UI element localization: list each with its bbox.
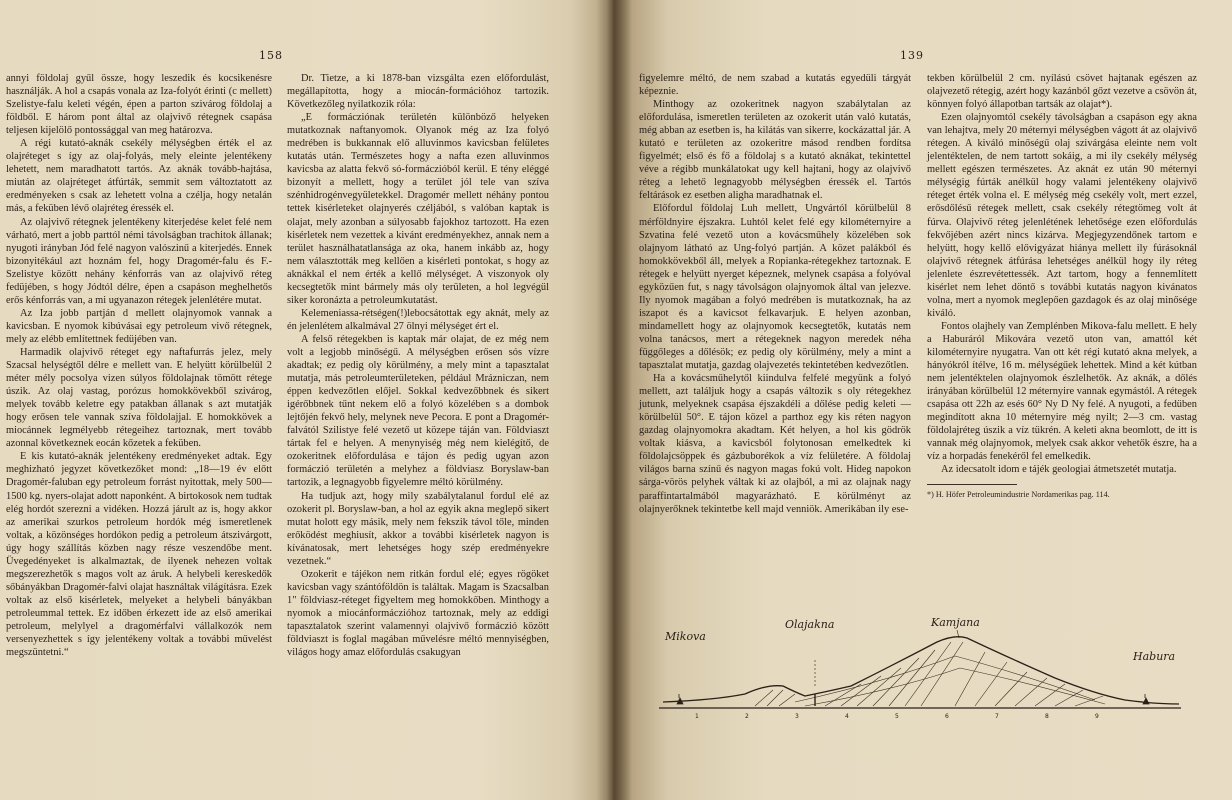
quoted-paragraph: Ha tudjuk azt, hogy mily szabálytalanul fordul elé az ozokerit pl. Boryslaw-ban, a hol az egyik akna meglepő sikert mutat holott egy másik, mely nem fekszik távol tőle, minden erőködést meghiusít, akkor a további kisérletek nagyon is kívánatosak, mert lehetséges hogy szép eredményekre vezetnek.“ xyxy=(287,490,549,567)
village-marker-right xyxy=(1143,694,1149,704)
village-marker-left xyxy=(677,694,683,704)
quoted-paragraph: Kelemeniassa-rétségen(!)lebocsátottak egy aknát, mely az én jelenlétem alkalmával 27 ölnyi mélységet ért el. xyxy=(287,307,549,332)
strata-hatching xyxy=(755,642,1103,706)
tick-label: 6 xyxy=(945,713,949,720)
text-column xyxy=(927,72,1197,500)
tick-label: 7 xyxy=(995,713,999,720)
quoted-paragraph: A felső rétegekben is kaptak már olajat, de ez még nem volt a legjobb minőségű. A mélységben erősen sós vízre akadtak; ez pedig oly körülmény, a mely mint a tapasztalat mutatja, más petroleumterületeken, például Mrázniczan, nem éppen kedvezőtlen előjel. Sokkal kedvezőbbnek és sikert igérőbbnek tűnt nekem elő a folyó közelében s a dombok lejtőjén fekvő hely, melynek neve Pecora. E pont a Dragomér-falvától Szilistye felé vezető ut közepe táján van. Földviaszt tártak fel e helyen. A menynyiség még nem kielégítő, de ozokeritnek előfordulása e tájon és pedig ugyan azon formáczió területén a melyhez a földviasz Boryslaw-ban tartozik, a legnagyobb figyelemre méltó körülmény. xyxy=(287,333,549,489)
footnote: *) H. Höfer Petroleumindustrie Nordamerikas pag. 114. xyxy=(927,490,1110,500)
footnote-rule xyxy=(927,484,1017,485)
paragraph: Az Iza jobb partján d mellett olajnyomok vannak a kavicsban. E nyomok kibúvásai egy petroleum vivő rétegnek, mely az elébb említettnek fedüjében van. xyxy=(6,307,272,345)
strata-line xyxy=(805,668,1105,706)
tick-label: 4 xyxy=(845,713,849,720)
paragraph: Az olajvivő rétegnek jelentékeny kiterjedése kelet felé nem várható, mert a jobb parttól némi távolságban trachitok állanak; nyugoti irányban Jód felé nagyon valószinű a kiterjedés. Ennek bizonyitékául azt hoznám fel, hogy Dragomér-falu és F.-Szelistye között nehány kénforrás van az olajvivő réteg fedüjében, s hogy Jódtól délre, épen a csapáson meghelhetős erős kénforrás van, a mi ugyanazon rétegek jelenlétére mutat. xyxy=(6,216,272,306)
paragraph: Harmadik olajvivő réteget egy naftafurrás jelez, mely Szacsal helységtől délre e mellett van. E helyütt körülbelül 2 méter mély pocsolya vizen súlyos földolajnak tömött rétege úszik. Az olaj vastag, porózus homokkövekből szivárog, melyek tovább keletre egy patakban állanak s azt mutatják hogy erősen tele vannak szíva földolajjal. E homokkövek a miocánnek legmélyebb rétegeihez tartoznak, mert tovább azonnal következnek eocán kőzetek a feküben. xyxy=(6,346,272,450)
tick-label: 2 xyxy=(745,713,749,720)
paragraph: Ezen olajnyomtól csekély távolságban a csapáson egy akna van lehajtva, mely 20 méternyi mélységben vágott át az olajvivő rétegen. A kiváló minőségű olaj szivárgása eleinte nem volt jelentéktelen, de nem tartott sokáig, a mi ily csekély mélység mellett egészen természetes. Az aknát ez után 90 méternyi mélységig fúrták anélkül hogy valami jelentékeny olajvivő réteget érték volna el. E mélység még csekély volt, mert ezzel, erősdőlésű rétegek mellett, csak csekély rétegtömeg volt át fúrva. Olajvivő réteg jelenlétének lehetősége ezen előfordulás fekvőjében azért nincs kizárva. Megjegyzendőnek tartom e helyütt, hogy kellő elővigyázat hiánya mellett ily fúrásoknál olajvivő rétegnek átfúrása lehetséges anélkül hogy ily réteg jelenlete észrevétettessék. Azt tartom, hogy a fennemlített kisérlet nem lehet döntő s további kutatás nagyon kivánatos volna, mert a nyomok meglepően gazdagok és az olaj minősége kiváló. xyxy=(927,112,1197,319)
paragraph: A régi kutató-aknák csekély mélységben érték el az olajréteget s így az olaj-folyás, mely eleinte jelentékeny lehetett, nem maradhatott tartós. Az aknák tovább-hajtása, miután az olajréteget átfúrták, semmit sem változtatott az eredményeken s csak az lehetett volna a czélja, hogy netalán más, a feküben lévő olajréteg éressék el. xyxy=(6,138,272,215)
text-column xyxy=(639,72,911,516)
tick-label: 3 xyxy=(795,713,799,720)
page-number: 139 xyxy=(900,49,924,62)
tick-label: 8 xyxy=(1045,713,1049,720)
paragraph: Ozokerit e tájékon nem ritkán fordul elé; egyes rögöket kavicsban vagy szántóföldön is találtak. Magam is Szacsalban 1" földviasz-réteget figyeltem meg homokkőben. Minthogy a nyomok a miocánformáczióhoz tartoznak, mely az eddigi tapasztalatok szerint valamennyi olajvivő formáczió között földviaszt is foglal magában művelésre méltó mennyiségben, világos hogy amaz előfordulás csakugyan xyxy=(287,568,549,659)
tick-label: 9 xyxy=(1095,713,1099,720)
label-mikova: Mikova xyxy=(665,630,706,643)
paragraph: tekben körülbelül 2 cm. nyílású csövet hajtanak egészen az olajvezető rétegig, azért hogy kazánból gőzt vezetve a csövön át, könnyen folyó állapotban tartsák az olajat*). xyxy=(927,73,1197,111)
paragraph: figyelemre méltó, de nem szabad a kutatás egyedüli tárgyát képeznie. xyxy=(639,73,911,98)
terrain-profile xyxy=(663,637,1179,704)
label-kamjana: Kamjana xyxy=(931,616,980,629)
paragraph: Dr. Tietze, a ki 1878-ban vizsgálta ezen előfordulást, megállapította, hogy a miocán-formációhoz tartozik. Következőleg nyilatkozik róla: xyxy=(287,73,549,111)
tick-label: 1 xyxy=(695,713,699,720)
tick-label: 5 xyxy=(895,713,899,720)
paragraph: Ha a kovácsműhelytől kiindulva felfelé megyünk a folyó mellett, azt találjuk hogy a csapás változik s oly rétegekhez jutunk, melyeknek csapása éjszakdéli a dőlése pedig keleti — körülbelül 50°. E tájon közel a parthoz egy kis réten nagyon gazdag olajnyomokra akadtam. Két helyen, a hol kis gödrök voltak kiásva, a kavicsból folytonosan emelkedtek ki földolajcsöppek és gázbuborékok a víz felületére. A földolaj világos barna színű és nagyon magas fokú volt. Hideg napokon sárga-vörös pelyhek váltak ki az olajból, a mi az olajnak nagy paraffintartalmából magyarázható. E körülményt az olajnyerőknek tekintetbe kell majd venniök. Amerikában ily ese- xyxy=(639,373,911,515)
label-habura: Habura xyxy=(1133,650,1176,663)
paragraph: Előfordul földolaj Luh mellett, Ungvártól körülbelül 8 mérföldnyire éjszakra. Luhtól kelet felé egy kilométernyire a Szvatina felé vezető uton a kovácsműhely közelében sok olajnyom látható az Ung-folyó partján. A közet palákból és homokkövekből áll, melyek a Ropianka-rétegekhez tartoznak. E rétegek e helyütt nyerget képeznek, melynek csapása a folyóval egyközűen fut, s nagy távolságon olajnyomok által van jelezve. Ily nyomok magában a folyó medrében is mutatkoznak, ha az iszapot és a kavicsot felkavarjuk. E helyen azonban, mindamellett hogy az olajnyomok kecsegtetők, kutatás nem volna tanácsos, mert a rétegeknek nagyon meredek néha függőleges a dőlésök; ez pedig oly körülmény, mely a mint a tapasztalat mutatja, gazdag olajvezetés tekintetében kedvezőtlen. xyxy=(639,203,911,372)
paragraph: Fontos olajhely van Zemplénben Mikova-falu mellett. E hely a Haburáról Mikovára vezető uton van, amattól két kilométernyire nyugatra. Van ott két régi kutató akna melyek, a hányókról ítélve, 16 m. mélységűek lehettek. Mind a két kútban nem jelentéktelen olajnyomok észlelhetők. Az aknák, a dőlés irányában körülbelül 12 méternyire vannak egymástól. A rétegek csapása ott 22h az esés 60° Ny D Ny felé. A nyugoti, a fedüben megindított akna 10 méternyire még nyilt; 2—3 cm. vastag földolajréteg úszik a víz tükrén. A keleti akna beomlott, de itt is vannak még olajnyomok, melyek csak akkor vehetők észre, ha a víz a horpadás fenekéről fel emelkedik. xyxy=(927,320,1197,463)
page-number: 158 xyxy=(259,49,283,62)
quoted-paragraph: „E formácziónak területén különböző helyeken mutatkoznak naftanyomok. Olyanok még az Iza folyó medrében is bukkannak elő alluvinmos kavicsban felületes kutatás után. Természetes hogy a nafta ezen alluvinmos kavicsba az alatta fekvő só-formáczióból kerül. E tény eléggé bizonyít a mellett, hogy a terület jól tele van szíva szénhidrogénvegyületekkel. Dragomér mellett néhány pontou tettek kisérleteket olajnyerés czéljából, s valóban kaptak is olajat, mely azonban a súlyosabb fajokhoz tartozott. Ha ezen kisérletek nem vezettek a kivánt eredményekhez, annak nem a terület használhatatlansága az oka, hanem inkább az, hogy nem választották meg kellően a kisérleti pontokat, s hogy az aknákkal el nem érték a kellő mélységet. A viszonyok oly kecsegtetők mint bármely más oly területen, a hol legvégül siker koronázta a petroleumkutatást. xyxy=(287,112,549,306)
right-page xyxy=(613,0,1232,800)
geological-section-sketch xyxy=(655,612,1185,727)
text-column xyxy=(287,72,549,659)
text-column xyxy=(6,72,272,659)
book-gutter xyxy=(596,0,632,800)
paragraph: annyi földolaj gyűl össze, hogy leszedik és kocsikenésre használják. A hol a csapás vonala az Iza-folyót érinti (c mellett) Szelistye-falu keleti végén, épen a parton szivárog földolaj a földből. E három pont által az olajvivő rétegnek csapása teljesen kijelölő pontossággal van meg határozva. xyxy=(6,73,272,137)
paragraph: Minthogy az ozokeritnek nagyon szabálytalan az előfordulása, ismeretlen területen az ozokerit után való kutatás, még abban az esetben is, ha kilátás van sikerre, kockázattal jár. A kutató e területen az ozokeritre másod rendben fordítsa figyelmét; első és fő a földolaj s a kutató aknákat, tekintettel véve a régibb munkálatokat ugy kell hajtani, hogy az olajvivő réteg a lehető legnagyobb mélységben éressék el. Tartós feltárások ez esetben aligha maradhatnak el. xyxy=(639,99,911,202)
left-page xyxy=(0,0,613,800)
paragraph: E kis kutató-aknák jelentékeny eredményeket adtak. Egy meghizható jegyzet következőket mond: „18—19 év előtt Dragomér-faluban egy petroleum forrást nyitottak, mely 500—1500 kg. nyers-olajat adott naponként. A birtokosok nem tudtak elég hordót szerezni a vidéken. Hozzá járult az is, hogy akkor az amerikai szurkos petroleum hordók még ismeretlenek voltak, a közönséges hordókon pedig a petroleum átszivárgott, úgy hogy szállítás közben nagy része veszendőbe ment. Üvegedényeket is alkalmaztak, de ilyenek nehezen voltak megszerezhetők s magos volt az áruk. A helybeli kereskedők sőbányákban Dragomér-falvi olajat használtak világításra. Ezek voltak az első kisérletek, melyeket a helybeli bányákban petroleummal tettek. Ez időben érkezett ide az első amerikai petroleum, melylyel a dragomérfalvi vállalkozók nem versenyezhettek s így jelentékeny voltak a további művelést megszüntetni.“ xyxy=(6,451,272,659)
paragraph: Az idecsatolt idom e tájék geologiai átmetszetét mutatja. xyxy=(941,464,1177,476)
label-olajakna: Olajakna xyxy=(785,618,835,631)
